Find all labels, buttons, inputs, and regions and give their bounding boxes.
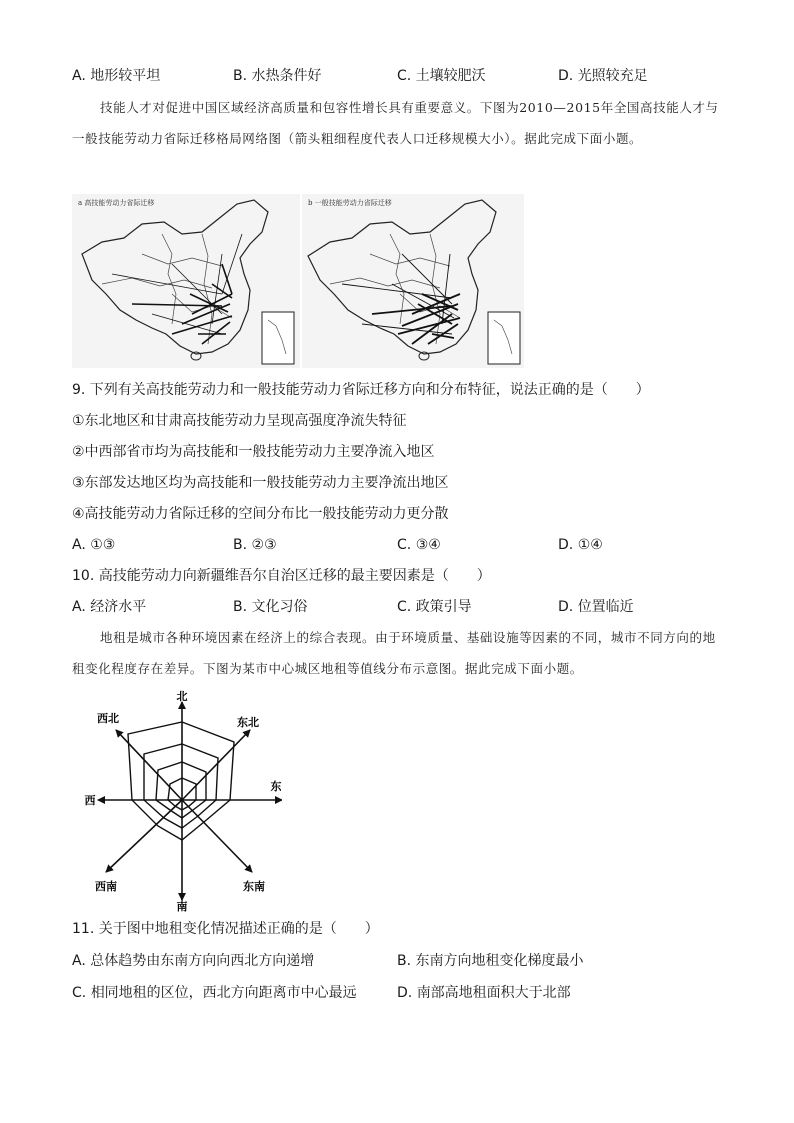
option-letter: C. <box>397 68 412 84</box>
q9-option-a[interactable] <box>72 535 115 555</box>
q9-option-d[interactable] <box>558 535 603 555</box>
passage-migration <box>72 92 722 154</box>
label-west: 西 <box>84 794 96 807</box>
option-letter: C. <box>397 599 412 615</box>
option-text: 土壤较肥沃 <box>415 68 486 84</box>
label-northeast: 东北 <box>237 716 259 729</box>
option-letter: C. <box>72 985 87 1001</box>
map-label: a 高技能劳动力省际迁移 <box>78 199 155 207</box>
option-text: 南部高地租面积大于北部 <box>416 985 571 1001</box>
q8-option-b[interactable] <box>233 66 322 86</box>
q9-option-b[interactable] <box>233 535 277 555</box>
china-map-b <box>302 194 524 368</box>
option-letter: D. <box>558 537 574 553</box>
option-text: ②③ <box>251 537 277 553</box>
q10-option-d[interactable] <box>558 597 634 617</box>
q11-option-c[interactable] <box>72 983 357 1003</box>
option-text: ①④ <box>577 537 603 553</box>
land-rent-diagram <box>72 690 282 912</box>
q10-option-b[interactable] <box>233 597 308 617</box>
q9-stem: 9. 下列有关高技能劳动力和一般技能劳动力省际迁移方向和分布特征，说法正确的是（ ） <box>72 382 650 398</box>
label-east: 东 <box>270 780 282 793</box>
q11-option-a[interactable] <box>72 951 314 971</box>
option-letter: C. <box>397 537 412 553</box>
option-letter: D. <box>558 68 574 84</box>
isoline-2 <box>144 744 218 828</box>
option-text: 水热条件好 <box>251 68 322 84</box>
map-general-skill <box>302 194 524 368</box>
option-letter: A. <box>72 599 86 615</box>
q9-statement-3: ③东部发达地区均为高技能和一般技能劳动力主要净流出地区 <box>72 475 449 491</box>
option-text: 相同地租的区位，西北方向距离市中心最远 <box>90 985 357 1001</box>
option-text: 地形较平坦 <box>90 68 161 84</box>
label-southeast: 东南 <box>243 880 265 893</box>
passage-text: 技能人才对促进中国区域经济高质量和包容性增长具有重要意义。下图为2010—2015年全国高技能人才与一般技能劳动力省际迁移格局网络图（箭头粗细程度代表人口迁移规模大小）。据此完成下面小题。 <box>72 100 719 146</box>
q9-statement-2: ②中西部省市均为高技能和一般技能劳动力主要净流入地区 <box>72 444 435 460</box>
q8-option-c[interactable] <box>397 66 486 86</box>
map-high-skill <box>72 194 300 368</box>
option-letter: B. <box>233 599 248 615</box>
option-text: 东南方向地租变化梯度最小 <box>415 953 584 969</box>
option-text: 经济水平 <box>90 599 147 615</box>
label-north: 北 <box>176 690 188 703</box>
q10-stem: 10. 高技能劳动力向新疆维吾尔自治区迁移的最主要因素是（ ） <box>72 568 491 584</box>
option-text: 政策引导 <box>415 599 472 615</box>
label-south: 南 <box>176 900 188 912</box>
option-text: 文化习俗 <box>251 599 308 615</box>
option-text: ③④ <box>415 537 441 553</box>
option-letter: A. <box>72 68 86 84</box>
map-label: b 一般技能劳动力省际迁移 <box>308 199 392 207</box>
option-text: 光照较充足 <box>577 68 648 84</box>
option-text: ①③ <box>90 537 116 553</box>
option-letter: B. <box>233 68 248 84</box>
passage-land-rent <box>72 622 722 684</box>
option-letter: B. <box>233 537 248 553</box>
option-letter: D. <box>397 985 413 1001</box>
q11-option-b[interactable] <box>397 951 584 971</box>
q11-stem: 11. 关于图中地租变化情况描述正确的是（ ） <box>72 921 379 937</box>
q8-option-a[interactable] <box>72 66 160 86</box>
option-letter: D. <box>558 599 574 615</box>
q9-statement-1: ①东北地区和甘肃高技能劳动力呈现高强度净流失特征 <box>72 413 407 429</box>
option-text: 总体趋势由东南方向向西北方向递增 <box>90 953 315 969</box>
label-southwest: 西南 <box>95 880 117 893</box>
option-text: 位置临近 <box>577 599 634 615</box>
q9-option-c[interactable] <box>397 535 441 555</box>
option-letter: A. <box>72 537 86 553</box>
option-letter: A. <box>72 953 86 969</box>
q11-option-d[interactable] <box>397 983 571 1003</box>
q10-option-c[interactable] <box>397 597 472 617</box>
option-letter: B. <box>397 953 412 969</box>
q8-option-d[interactable] <box>558 66 648 86</box>
isoline-svg <box>72 690 282 912</box>
passage-text: 地租是城市各种环境因素在经济上的综合表现。由于环境质量、基础设施等因素的不同，城市不同方向的地租变化程度存在差异。下图为某市中心城区地租等值线分布示意图。据此完成下面小题。 <box>72 630 716 676</box>
china-map-a <box>72 194 300 368</box>
q10-option-a[interactable] <box>72 597 146 617</box>
label-northwest: 西北 <box>97 712 119 725</box>
q9-statement-4: ④高技能劳动力省际迁移的空间分布比一般技能劳动力更分散 <box>72 506 449 522</box>
